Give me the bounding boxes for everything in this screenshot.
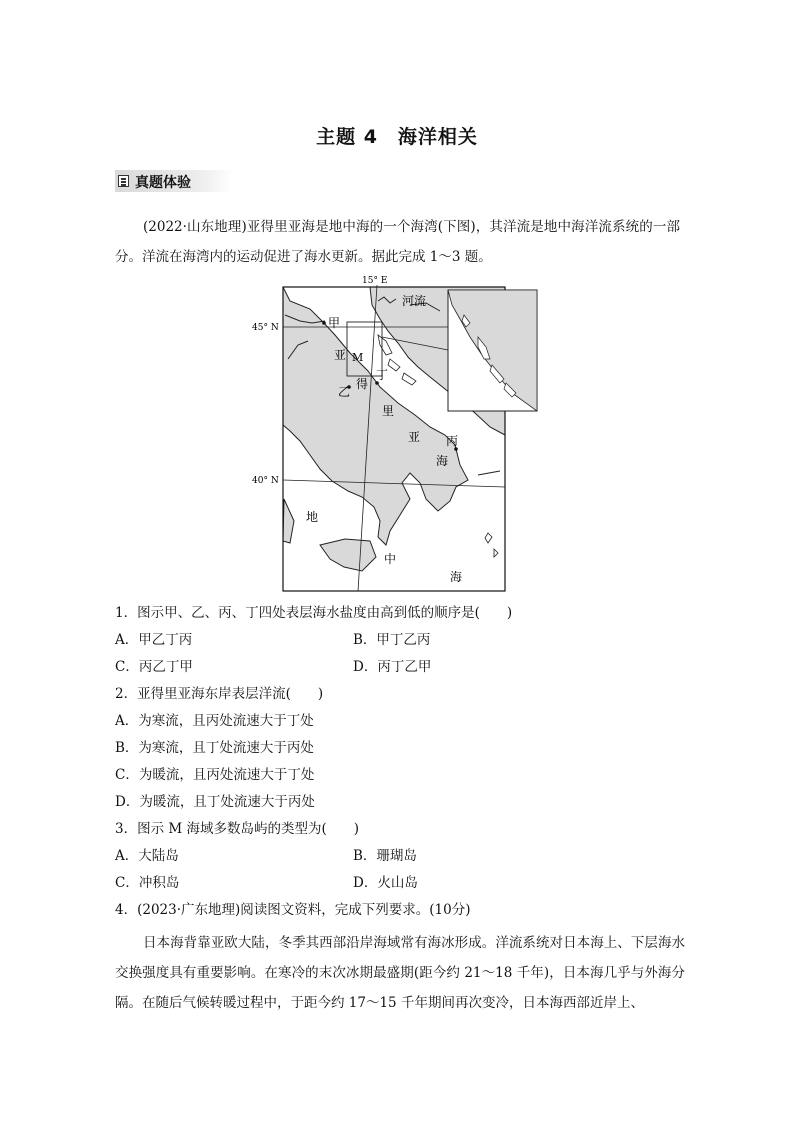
sardinia-land <box>283 499 294 543</box>
option-b: B．甲丁乙丙 <box>353 632 431 648</box>
label-med-hai: 海 <box>450 570 463 584</box>
option-row <box>115 627 685 654</box>
label-bing: 丙 <box>446 434 459 448</box>
option-a: A．甲乙丁丙 <box>115 632 193 648</box>
question-stem: 3．图示 M 海域多数岛屿的类型为( ) <box>115 821 360 837</box>
option-c: C．丙乙丁甲 <box>115 659 193 675</box>
label-sea-ya1: 亚 <box>334 348 347 362</box>
intro-paragraph: (2022·山东地理)亚得里亚海是地中海的一个海湾(下图)，其洋流是地中海洋流系统的一部分。洋流在海湾内的运动促进了海水更新。据此完成 1～3 题。 <box>115 219 680 265</box>
option-b: B．珊瑚岛 <box>353 848 417 864</box>
label-sea-hai: 海 <box>436 454 449 468</box>
legend-river-label: 河流 <box>402 294 427 308</box>
option-c: C．为暖流，且丙处流速大于丁处 <box>115 767 315 783</box>
option-d: D．为暖流，且丁处流速大于丙处 <box>115 794 315 810</box>
lon-label: 15° E <box>362 276 388 286</box>
page-title: 主题 4 海洋相关 <box>316 126 478 148</box>
label-med-di: 地 <box>306 510 319 524</box>
option-d: D．丙丁乙甲 <box>353 659 432 675</box>
label-med-zhong: 中 <box>384 552 397 566</box>
question-stem: 1．图示甲、乙、丙、丁四处表层海水盐度由高到低的顺序是( ) <box>115 605 513 621</box>
passage-paragraph: 日本海背靠亚欧大陆，冬季其西部沿岸海域常有海冰形成。洋流系统对日本海上、下层海水交换强度具有重要影响。在寒冷的末次冰期最盛期(距今约 21～18 千年)，日本海几乎与外海分隔。在随后气候转暖过程中，于距今约 17～15 千年期间再次变冷，日本海西部近岸上、 <box>115 935 685 1011</box>
question-stem: 2．亚得里亚海东岸表层洋流( ) <box>115 686 324 702</box>
lat-label-40: 40° N <box>252 476 279 486</box>
lat-label-45: 45° N <box>252 323 279 333</box>
label-jia: 甲 <box>328 316 341 330</box>
label-m: M <box>352 351 364 364</box>
label-yi: 乙 <box>338 385 351 399</box>
section-label: 真题体验 <box>135 175 191 191</box>
option-c: C．冲积岛 <box>115 875 180 891</box>
question-list <box>115 600 685 924</box>
sicily-land <box>320 539 376 571</box>
option-row <box>115 870 685 897</box>
option-a: A．为寒流，且丙处流速大于丁处 <box>115 713 314 729</box>
adriatic-sea-map <box>250 275 545 593</box>
option-d: D．火山岛 <box>353 875 418 891</box>
section-header <box>115 170 233 192</box>
label-sea-li: 里 <box>382 404 395 418</box>
option-a: A．大陆岛 <box>115 848 179 864</box>
label-sea-ya2: 亚 <box>408 430 421 444</box>
option-b: B．为寒流，且丁处流速大于丙处 <box>115 740 314 756</box>
question-stem: 4．(2023·广东地理)阅读图文资料，完成下列要求。(10分) <box>115 902 471 918</box>
document-icon <box>118 175 129 187</box>
label-sea-de: 得 <box>356 377 369 391</box>
option-row <box>115 654 685 681</box>
option-row <box>115 843 685 870</box>
label-ding: 丁 <box>376 368 389 382</box>
